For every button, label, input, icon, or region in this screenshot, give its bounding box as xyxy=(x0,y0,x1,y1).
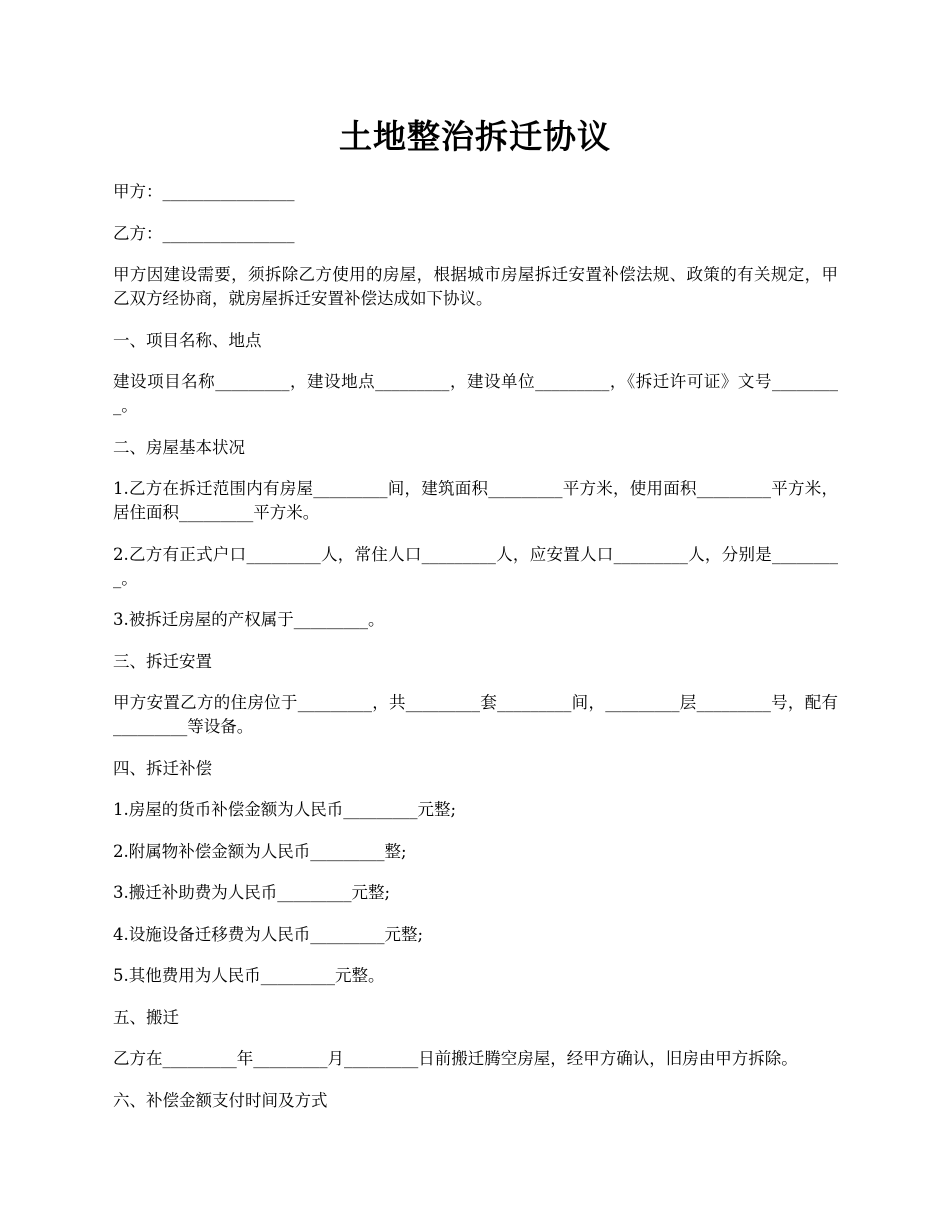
document-body xyxy=(113,180,838,1130)
ownership-clause: 3.被拆迁房屋的产权属于_________。 xyxy=(113,610,385,629)
section-heading-house-status: 二、房屋基本状况 xyxy=(113,437,245,457)
section-heading-relocation: 五、搬迁 xyxy=(113,1007,179,1027)
section-heading-payment: 六、补偿金额支付时间及方式 xyxy=(113,1090,328,1110)
project-details-paragraph: 建设项目名称_________，建设地点_________，建设单位_________，《拆迁许可证》文号_________。 xyxy=(113,372,838,415)
party-b-line: 乙方：________________ xyxy=(113,223,295,243)
house-area-clause: 1.乙方在拆迁范围内有房屋_________间，建筑面积_________平方米，使用面积_________平方米，居住面积_________平方米。 xyxy=(113,479,838,522)
section-heading-compensation: 四、拆迁补偿 xyxy=(113,758,212,778)
compensation-clause-3: 3.搬迁补助费为人民币_________元整; xyxy=(113,883,391,902)
relocation-paragraph: 乙方在_________年_________月_________日前搬迁腾空房屋，经甲方确认，旧房由甲方拆除。 xyxy=(113,1049,798,1068)
compensation-clause-1: 1.房屋的货币补偿金额为人民币_________元整; xyxy=(113,800,457,819)
resettlement-paragraph: 甲方安置乙方的住房位于_________，共_________套_________间，_________层_________号，配有_________等设备。 xyxy=(113,693,838,736)
preamble-paragraph: 甲方因建设需要，须拆除乙方使用的房屋，根据城市房屋拆迁安置补偿法规、政策的有关规定，甲乙双方经协商，就房屋拆迁安置补偿达成如下协议。 xyxy=(113,265,838,308)
compensation-clause-2: 2.附属物补偿金额为人民币_________整; xyxy=(113,841,407,861)
compensation-clause-5: 5.其他费用为人民币_________元整。 xyxy=(113,966,385,985)
compensation-clause-4: 4.设施设备迁移费为人民币_________元整; xyxy=(113,924,424,944)
section-heading-resettlement: 三、拆迁安置 xyxy=(113,651,212,671)
party-a-line: 甲方：________________ xyxy=(113,182,295,201)
section-heading-project: 一、项目名称、地点 xyxy=(113,330,262,350)
household-clause: 2.乙方有正式户口_________人，常住人口_________人，应安置人口_________人，分别是_________。 xyxy=(113,544,838,588)
document-title: 土地整治拆迁协议 xyxy=(339,117,611,156)
